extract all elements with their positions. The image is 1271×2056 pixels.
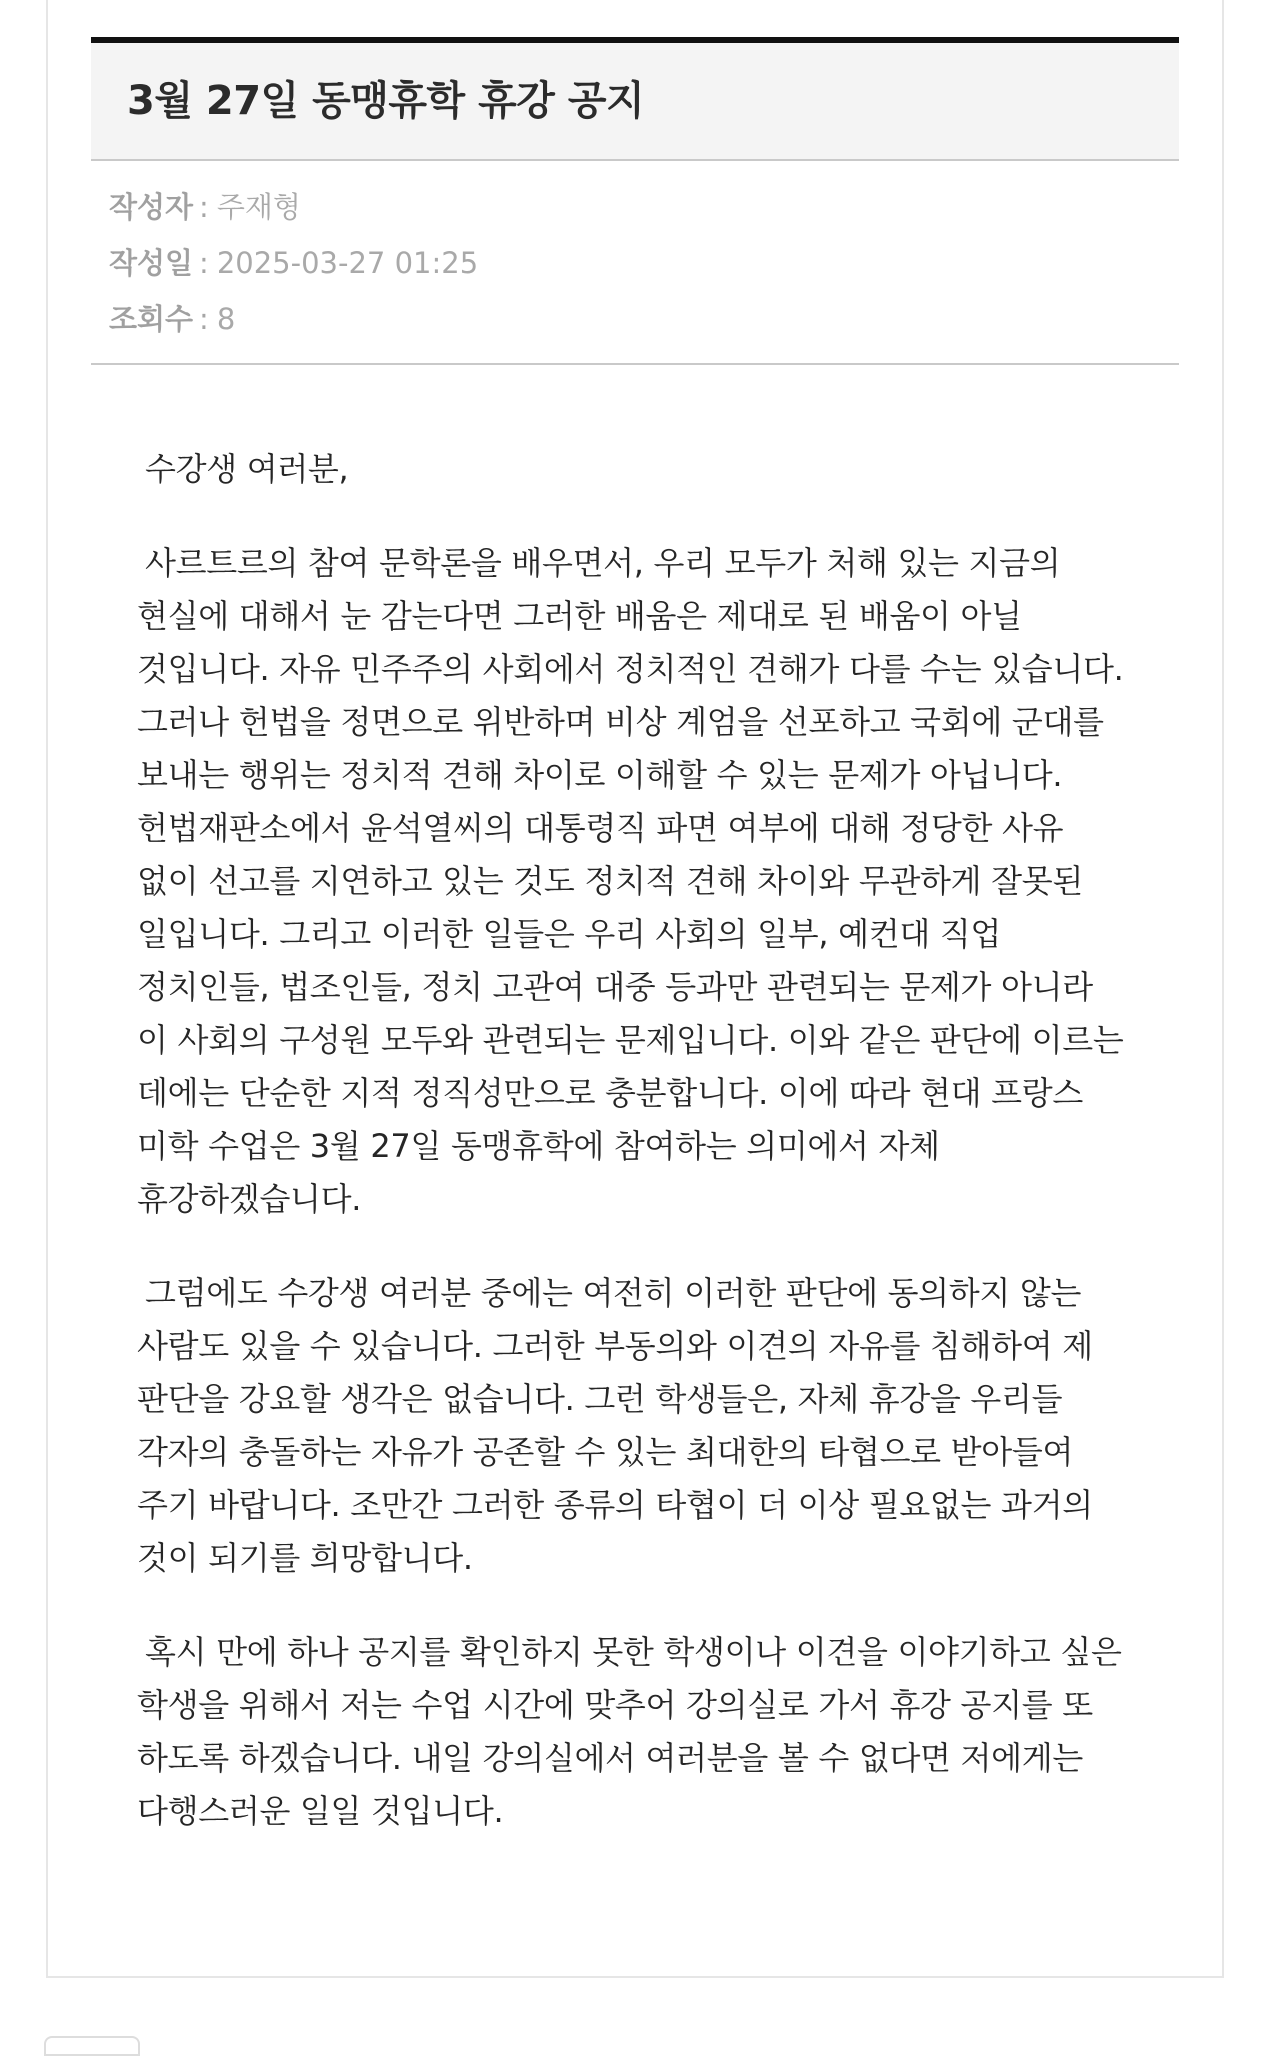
meta-views-row: [109, 291, 1179, 347]
post-greeting: 수강생 여러분,: [145, 450, 349, 488]
meta-separator: :: [199, 302, 209, 336]
post-article: [91, 37, 1179, 1879]
post-content: [91, 365, 1179, 1838]
list-button[interactable]: [44, 2036, 140, 2056]
post-paragraph-3: 혹시 만에 하나 공지를 확인하지 못한 학생이나 이견을 이야기하고 싶은 학생을 위해서 저는 수업 시간에 맞추어 강의실로 가서 휴강 공지를 또 하도록 하겠습니다. 내일 강의실에서 여러분을 볼 수 없다면 저에게는 다행스러운 일일 것입니다.: [137, 1633, 1122, 1830]
post-paragraph-2: 그럼에도 수강생 여러분 중에는 여전히 이러한 판단에 동의하지 않는 사람도 있을 수 있습니다. 그러한 부동의와 이견의 자유를 침해하여 제 판단을 강요할 생각은 없습니다. 그런 학생들은, 자체 휴강을 우리들 각자의 충돌하는 자유가 공존할 수 있는 최대한의 타협으로 받아들여 주기 바랍니다. 조만간 그러한 종류의 타협이 더 이상 필요없는 과거의 것이 되기를 희망합니다.: [137, 1274, 1093, 1577]
post-title: 3월 27일 동맹휴학 휴강 공지: [127, 78, 645, 124]
meta-author-label: 작성자: [109, 190, 194, 224]
meta-views-value: 8: [216, 302, 236, 336]
post-meta: [91, 161, 1179, 365]
meta-views-label: 조회수: [109, 302, 194, 336]
meta-date-label: 작성일: [109, 246, 194, 280]
meta-date-row: [109, 235, 1179, 291]
post-title-bar: [91, 37, 1179, 161]
meta-separator: :: [199, 190, 209, 224]
meta-author-row: [109, 179, 1179, 235]
meta-date-value: 2025-03-27 01:25: [216, 246, 479, 280]
meta-separator: :: [199, 246, 209, 280]
post-paragraph-1: 사르트르의 참여 문학론을 배우면서, 우리 모두가 처해 있는 지금의 현실에 대해서 눈 감는다면 그러한 배움은 제대로 된 배움이 아닐 것입니다. 자유 민주주의 사회에서 정치적인 견해가 다를 수는 있습니다. 그러나 헌법을 정면으로 위반하며 비상 계엄을 선포하고 국회에 군대를 보내는 행위는 정치적 견해 차이로 이해할 수 있는 문제가 아닙니다. 헌법재판소에서 윤석열씨의 대통령직 파면 여부에 대해 정당한 사유 없이 선고를 지연하고 있는 것도 정치적 견해 차이와 무관하게 잘못된 일입니다. 그리고 이러한 일들은 우리 사회의 일부, 예컨대 직업 정치인들, 법조인들, 정치 고관여 대중 등과만 관련되는 문제가 아니라 이 사회의 구성원 모두와 관련되는 문제입니다. 이와 같은 판단에 이르는 데에는 단순한 지적 정직성만으로 충분합니다. 이에 따라 현대 프랑스 미학 수업은 3월 27일 동맹휴학에 참여하는 의미에서 자체 휴강하겠습니다.: [137, 544, 1124, 1218]
meta-author-value: 주재형: [216, 190, 301, 224]
